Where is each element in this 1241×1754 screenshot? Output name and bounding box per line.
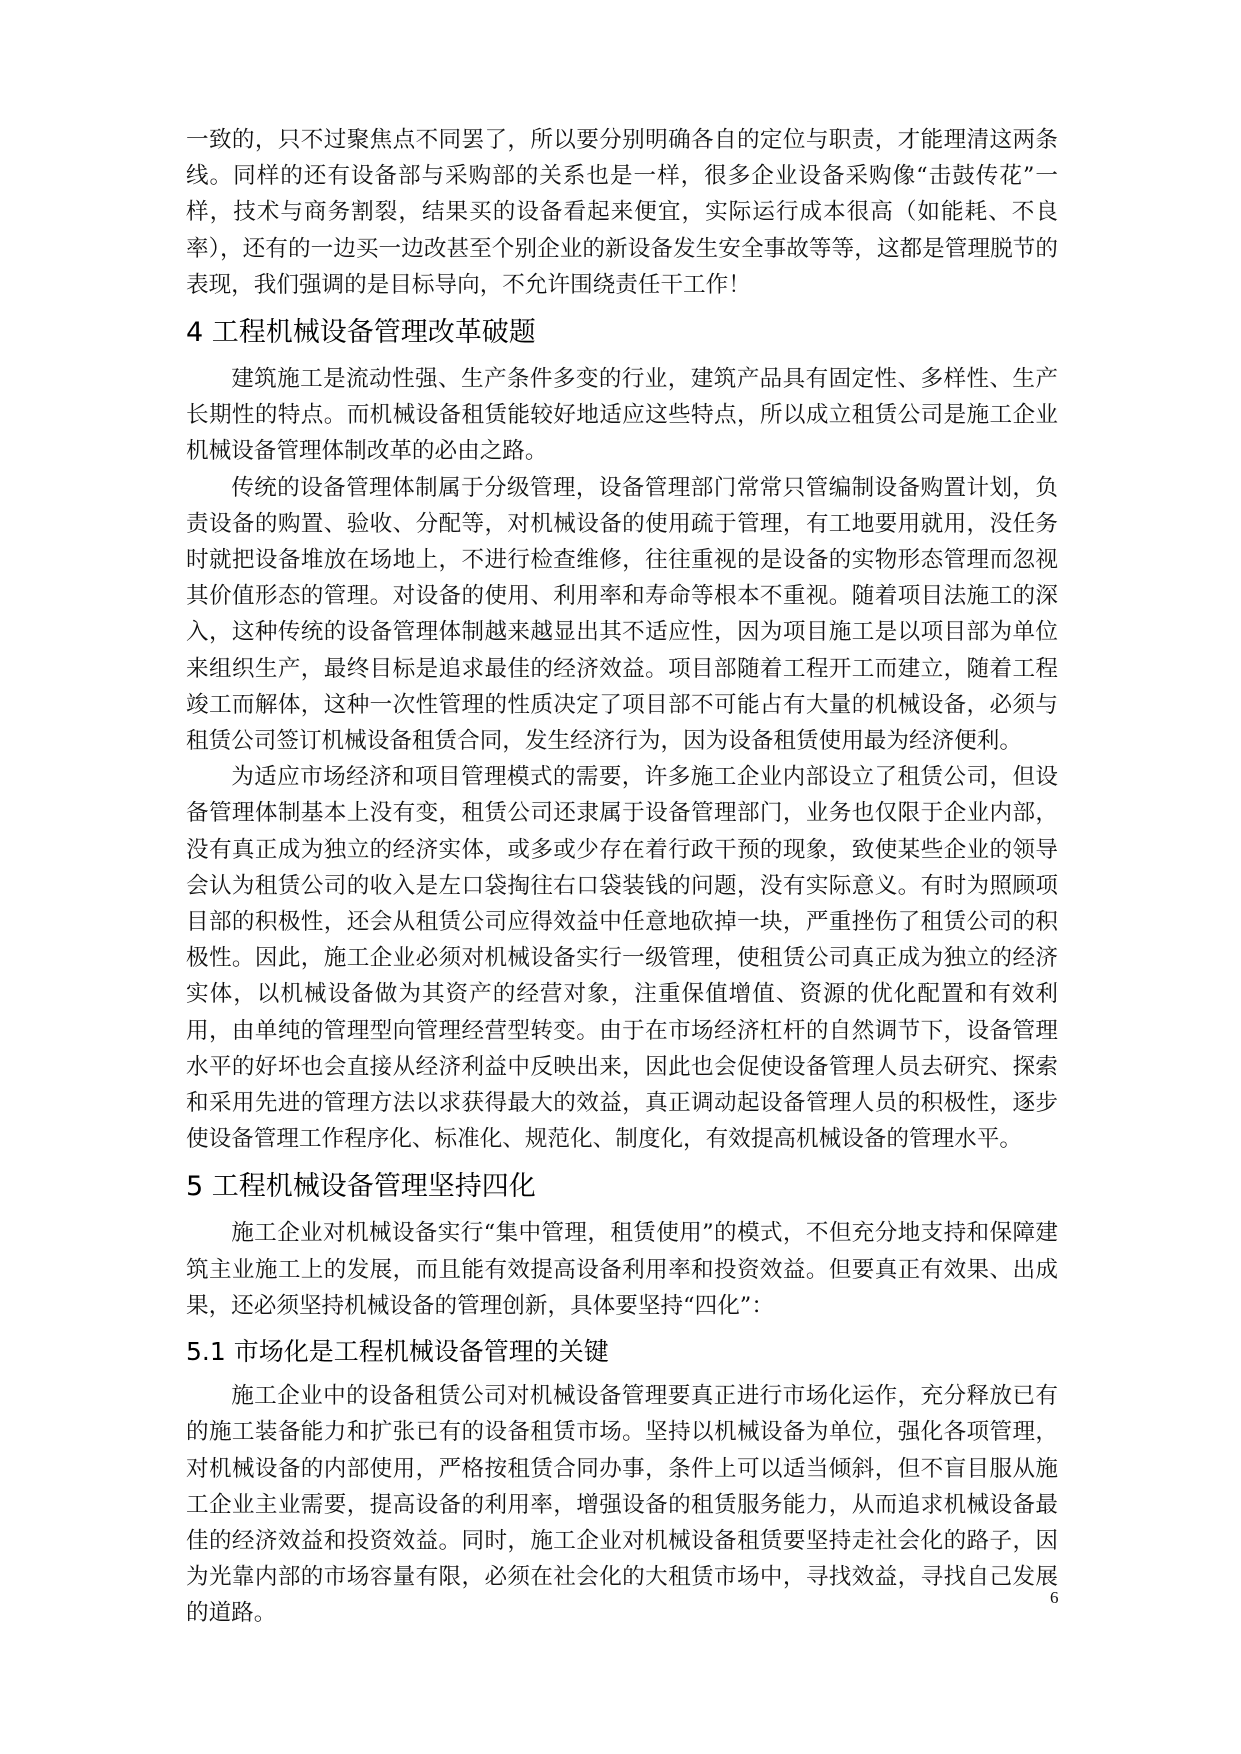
page-number: 6 <box>1050 1588 1059 1607</box>
section-5-heading: 5 工程机械设备管理坚持四化 <box>186 1171 536 1203</box>
section-4-paragraph-3: 为适应市场经济和项目管理模式的需要，许多施工企业内部设立了租赁公司，但设备管理体制基本上没有变，租赁公司还隶属于设备管理部门，业务也仅限于企业内部，没有真正成为独立的经济实体，或多或少存在着行政干预的现象，致使某些企业的领导会认为租赁公司的收入是左口袋掏往右口袋装钱的问题，没有实际意义。有时为照顾项目部的积极性，还会从租赁公司应得效益中任意地砍掉一块，严重挫伤了租赁公司的积极性。因此，施工企业必须对机械设备实行一级管理，使租赁公司真正成为独立的经济实体，以机械设备做为其资产的经营对象，注重保值增值、资源的优化配置和有效利用，由单纯的管理型向管理经营型转变。由于在市场经济杠杆的自然调节下，设备管理水平的好坏也会直接从经济利益中反映出来，因此也会促使设备管理人员去研究、探索和采用先进的管理方法以求获得最大的效益，真正调动起设备管理人员的积极性，逐步使设备管理工作程序化、标准化、规范化、制度化，有效提高机械设备的管理水平。 <box>186 764 1058 1153</box>
section-5-1-paragraph: 施工企业中的设备租赁公司对机械设备管理要真正进行市场化运作，充分释放已有的施工装备能力和扩张已有的设备租赁市场。坚持以机械设备为单位，强化各项管理，对机械设备的内部使用，严格按租赁合同办事，条件上可以适当倾斜，但不盲目服从施工企业主业需要，提高设备的利用率，增强设备的租赁服务能力，从而追求机械设备最佳的经济效益和投资效益。同时，施工企业对机械设备租赁要坚持走社会化的路子，因为光靠内部的市场容量有限，必须在社会化的大租赁市场中，寻找效益，寻找自己发展的道路。 <box>186 1383 1058 1627</box>
section-4-paragraph-2: 传统的设备管理体制属于分级管理，设备管理部门常常只管编制设备购置计划，负责设备的购置、验收、分配等，对机械设备的使用疏于管理，有工地要用就用，没任务时就把设备堆放在场地上，不进行检查维修，往往重视的是设备的实物形态管理而忽视其价值形态的管理。对设备的使用、利用率和寿命等根本不重视。随着项目法施工的深入，这种传统的设备管理体制越来越显出其不适应性，因为项目施工是以项目部为单位来组织生产，最终目标是追求最佳的经济效益。项目部随着工程开工而建立，随着工程竣工而解体，这种一次性管理的性质决定了项目部不可能占有大量的机械设备，必须与租赁公司签订机械设备租赁合同，发生经济行为，因为设备租赁使用最为经济便利。 <box>186 474 1058 755</box>
section-4-paragraph-1: 建筑施工是流动性强、生产条件多变的行业，建筑产品具有固定性、多样性、生产长期性的特点。而机械设备租赁能较好地适应这些特点，所以成立租赁公司是施工企业机械设备管理体制改革的必由之路。 <box>186 366 1058 465</box>
section-5-1-heading: 5.1 市场化是工程机械设备管理的关键 <box>186 1337 609 1367</box>
document-body <box>186 122 1058 1632</box>
intro-paragraph: 一致的，只不过聚焦点不同罢了，所以要分别明确各自的定位与职责，才能理清这两条线。同样的还有设备部与采购部的关系也是一样，很多企业设备采购像“击鼓传花”一样，技术与商务割裂，结果买的设备看起来便宜，实际运行成本很高（如能耗、不良率），还有的一边买一边改甚至个别企业的新设备发生安全事故等等，这都是管理脱节的表现，我们强调的是目标导向，不允许围绕责任干工作！ <box>186 127 1058 298</box>
section-5-paragraph: 施工企业对机械设备实行“集中管理，租赁使用”的模式，不但充分地支持和保障建筑主业施工上的发展，而且能有效提高设备利用率和投资效益。但要真正有效果、出成果，还必须坚持机械设备的管理创新，具体要坚持“四化”： <box>186 1220 1058 1319</box>
section-4-heading: 4 工程机械设备管理改革破题 <box>186 317 536 349</box>
